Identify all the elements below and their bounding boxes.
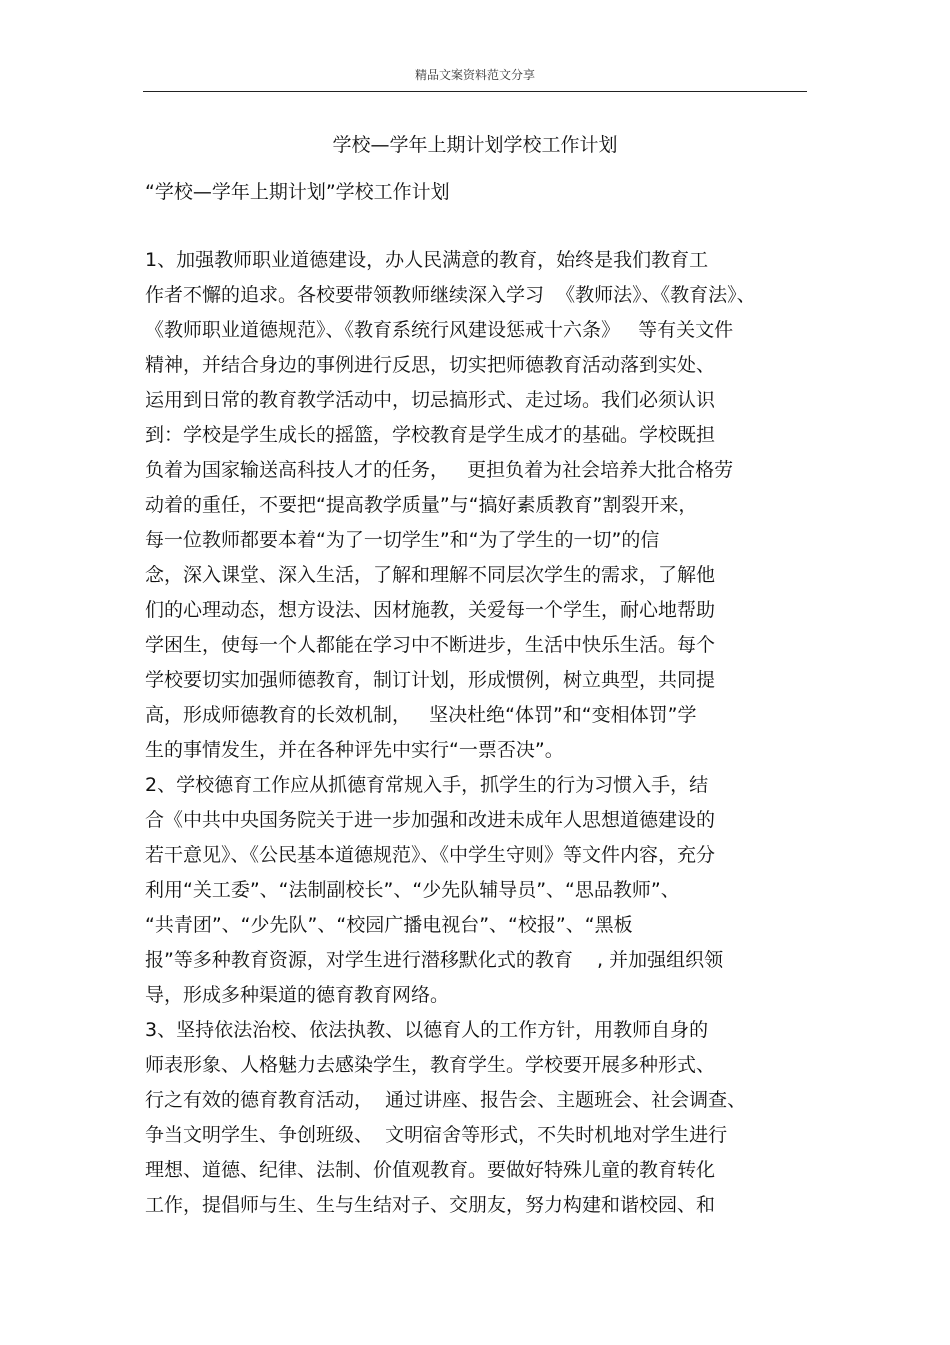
body-text-line: 报”等多种教育资源，对学生进行潜移默化式的教育 , 并加强组织领 bbox=[145, 949, 724, 971]
body-text-line: 工作，提倡师与生、生与生结对子、交朋友，努力构建和谐校园、和 bbox=[145, 1194, 716, 1216]
body-text-line: 念，深入课堂、深入生活，了解和理解不同层次学生的需求，了解他 bbox=[145, 564, 716, 586]
body-text-line: 利用“关工委”、“法制副校长”、“少先队辅导员”、“思品教师”、 bbox=[145, 879, 680, 901]
page-header-text: 精品文案资料范文分享 bbox=[414, 68, 535, 82]
body-text-line: 负着为国家输送高科技人才的任务， 更担负着为社会培养大批合格劳 bbox=[145, 459, 734, 481]
body-text-line: 2、学校德育工作应从抓德育常规入手，抓学生的行为习惯入手，结 bbox=[145, 774, 709, 796]
body-text-line: 1、加强教师职业道德建设，办人民满意的教育，始终是我们教育工 bbox=[145, 249, 709, 271]
header-divider bbox=[143, 91, 807, 92]
body-text-line: 们的心理动态，想方设法、因材施教，关爱每一个学生，耐心地帮助 bbox=[145, 599, 716, 621]
body-text-line: 生的事情发生，并在各种评先中实行“一票否决”。 bbox=[145, 739, 564, 761]
body-text-line: 精神，并结合身边的事例进行反思，切实把师德教育活动落到实处、 bbox=[145, 354, 716, 376]
document-subtitle: “学校—学年上期计划”学校工作计划 bbox=[145, 181, 450, 203]
body-text-line: 师表形象、人格魅力去感染学生，教育学生。学校要开展多种形式、 bbox=[145, 1054, 716, 1076]
body-text-line: 合《中共中央国务院关于进一步加强和改进未成年人思想道德建设的 bbox=[145, 809, 716, 831]
body-text-line: 高，形成师德教育的长效机制， 坚决杜绝“体罚”和“变相体罚”学 bbox=[145, 704, 697, 726]
body-text-line: 若干意见》、《公民基本道德规范》、《中学生守则》等文件内容，充分 bbox=[145, 844, 716, 866]
body-text-line: 行之有效的德育教育活动， 通过讲座、报告会、主题班会、社会调查、 bbox=[145, 1089, 747, 1111]
body-text-line: 3、坚持依法治校、依法执教、以德育人的工作方针，用教师自身的 bbox=[145, 1019, 709, 1041]
body-text-line: 每一位教师都要本着“为了一切学生”和“为了学生的一切”的信 bbox=[145, 529, 660, 551]
body-text-line: 学校要切实加强师德教育，制订计划，形成惯例，树立典型，共同提 bbox=[145, 669, 716, 691]
body-text-line: 作者不懈的追求。各校要带领教师继续深入学习 《教师法》、《教育法》、 bbox=[145, 284, 756, 306]
body-text-line: 理想、道德、纪律、法制、价值观教育。要做好特殊儿童的教育转化 bbox=[145, 1159, 716, 1181]
body-text-line: 动着的重任，不要把“提高教学质量”与“搞好素质教育”割裂开来， bbox=[145, 494, 698, 516]
body-text-line: 运用到日常的教育教学活动中，切忌搞形式、走过场。我们必须认识 bbox=[145, 389, 716, 411]
body-text-line: 到：学校是学生成长的摇篮，学校教育是学生成才的基础。学校既担 bbox=[145, 424, 716, 446]
body-text-line: 争当文明学生、争创班级、 文明宿舍等形式，不失时机地对学生进行 bbox=[145, 1124, 728, 1146]
document-title: 学校—学年上期计划学校工作计划 bbox=[332, 134, 618, 156]
body-text-line: “共青团”、“少先队”、“校园广播电视台”、“校报”、“黑板 bbox=[145, 914, 633, 936]
document-body bbox=[145, 243, 817, 1223]
body-text-line: 学困生，使每一个人都能在学习中不断进步，生活中快乐生活。每个 bbox=[145, 634, 716, 656]
body-text-line: 导，形成多种渠道的德育教育网络。 bbox=[145, 984, 450, 1006]
body-text-line: 《教师职业道德规范》、《教育系统行风建设惩戒十六条》 等有关文件 bbox=[145, 319, 734, 341]
